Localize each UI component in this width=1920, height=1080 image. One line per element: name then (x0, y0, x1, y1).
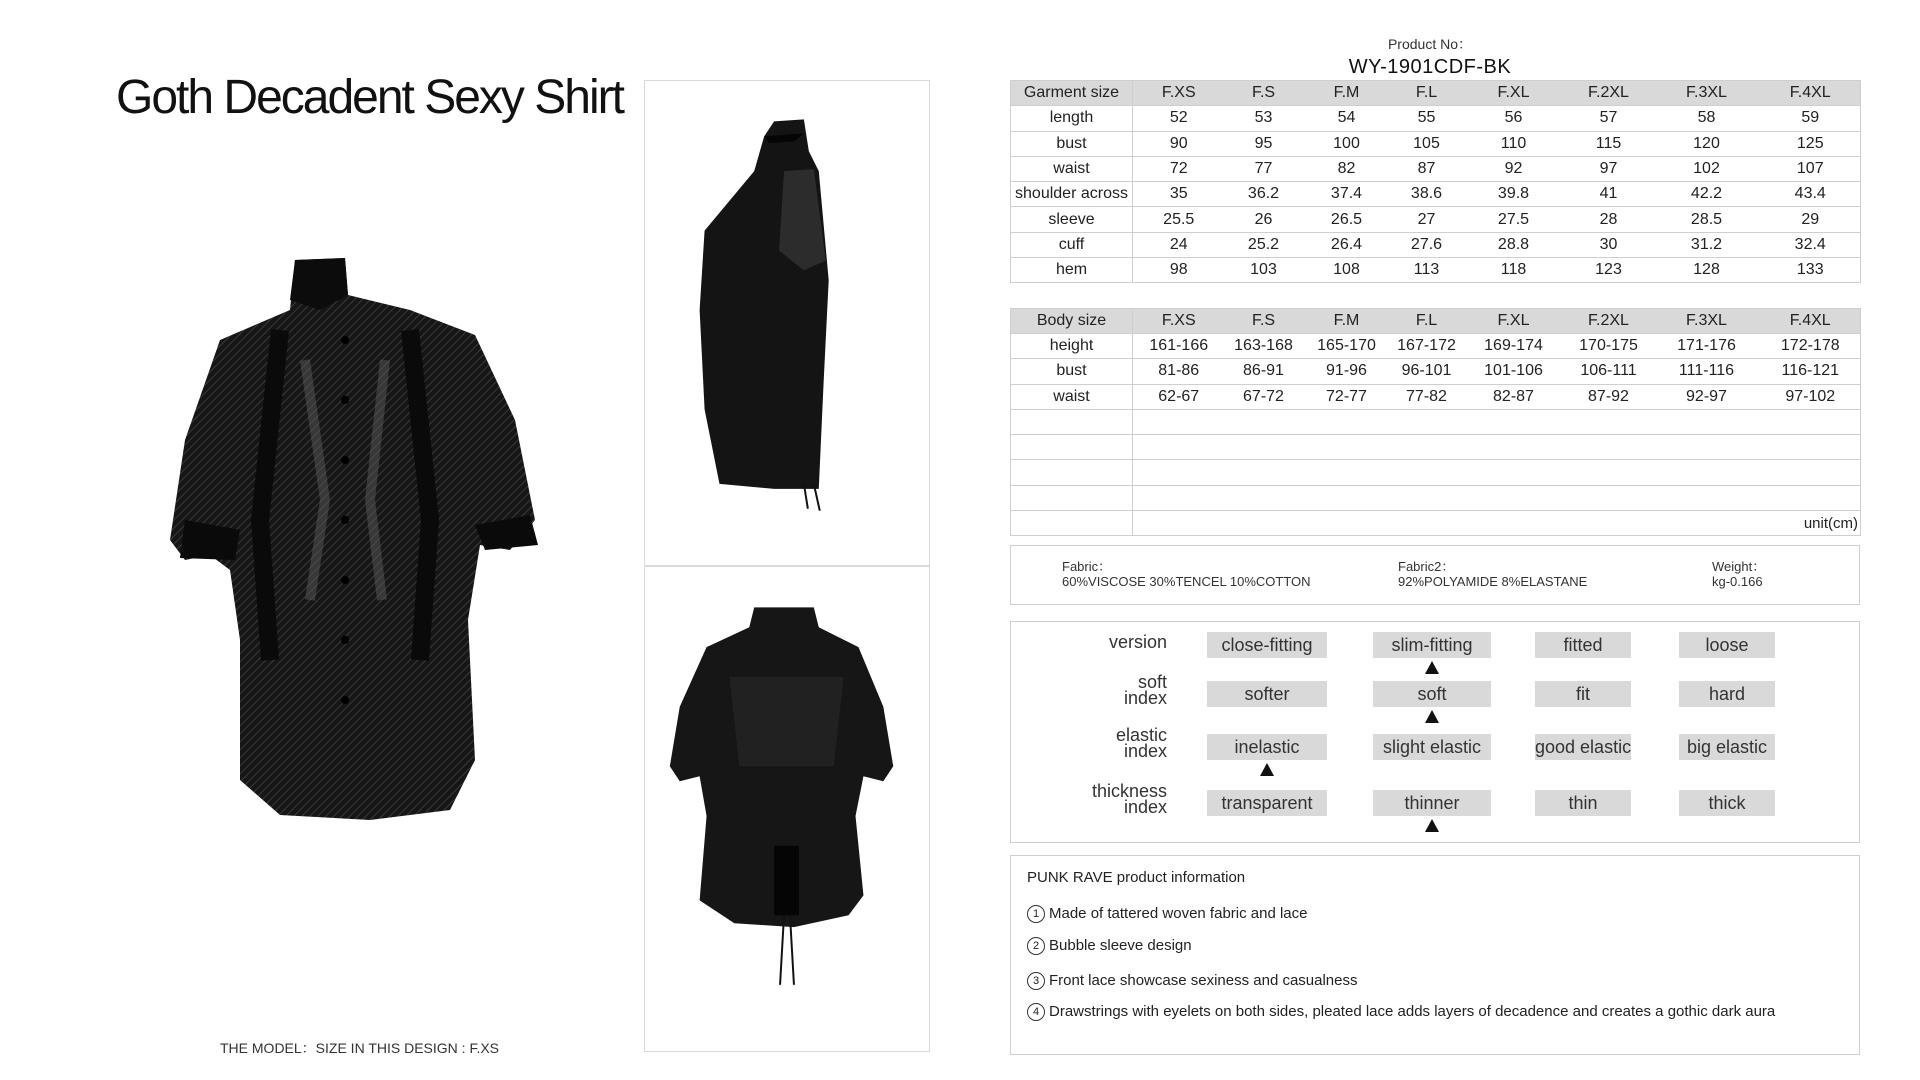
empty-cell (1133, 485, 1861, 510)
body-size-header (1011, 308, 1861, 333)
size-cell: 125 (1761, 131, 1861, 156)
garment-row (1011, 182, 1861, 207)
size-cell: 28 (1565, 207, 1653, 232)
selected-marker-icon (1425, 710, 1439, 723)
row-label-cell: height (1011, 333, 1133, 358)
size-cell: 53 (1225, 106, 1303, 131)
info-title: PUNK RAVE product information (1027, 869, 1246, 886)
rating-option: hard (1679, 681, 1775, 707)
back-product-photo (644, 566, 930, 1052)
size-cell: 113 (1391, 258, 1463, 283)
rating-label-line: index (1123, 741, 1167, 761)
size-cell: 128 (1653, 258, 1761, 283)
size-cell: 163-168 (1225, 333, 1303, 358)
product-number: WY-1901CDF-BK (1348, 56, 1512, 78)
size-cell: F.XL (1463, 81, 1565, 106)
row-label-cell: bust (1011, 131, 1133, 156)
rating-label (1092, 783, 1167, 815)
product-info-box (1010, 855, 1860, 1055)
size-cell: 98 (1133, 258, 1225, 283)
size-cell: 96-101 (1391, 359, 1463, 384)
rating-option: close-fitting (1207, 632, 1327, 658)
size-cell: 26.5 (1303, 207, 1391, 232)
size-cell: 103 (1225, 258, 1303, 283)
size-cell: 115 (1565, 131, 1653, 156)
size-cell: 92 (1463, 156, 1565, 181)
fabric-2 (1398, 559, 1587, 589)
rating-row (1011, 724, 1861, 764)
size-cell: F.XL (1463, 308, 1565, 333)
garment-row (1011, 106, 1861, 131)
empty-cell (1011, 460, 1133, 485)
unit-row (1011, 511, 1861, 536)
row-label-cell: waist (1011, 384, 1133, 409)
empty-row (1011, 485, 1861, 510)
size-cell: 82-87 (1463, 384, 1565, 409)
size-cell: 27 (1391, 207, 1463, 232)
product-number-label: Product No： (1387, 36, 1473, 52)
circled-number-icon: 4 (1027, 1003, 1045, 1021)
size-cell: 111-116 (1653, 359, 1761, 384)
size-cell: 81-86 (1133, 359, 1225, 384)
size-cell: 24 (1133, 232, 1225, 257)
size-cell: 165-170 (1303, 333, 1391, 358)
body-row (1011, 333, 1861, 358)
size-cell: 27.6 (1391, 232, 1463, 257)
rating-label-line: index (1123, 688, 1167, 708)
empty-row (1011, 460, 1861, 485)
size-cell: 72 (1133, 156, 1225, 181)
size-cell: 106-111 (1565, 359, 1653, 384)
fit-rating-box (1010, 621, 1860, 843)
size-cell: 57 (1565, 106, 1653, 131)
size-cell: 26.4 (1303, 232, 1391, 257)
size-cell: 54 (1303, 106, 1391, 131)
size-cell: F.S (1225, 81, 1303, 106)
rating-row (1011, 671, 1861, 711)
size-cell: 87 (1391, 156, 1463, 181)
empty-cell (1133, 460, 1861, 485)
weight (1712, 559, 1765, 589)
rating-label-line: index (1123, 797, 1167, 817)
garment-row (1011, 131, 1861, 156)
rating-option: soft (1373, 681, 1491, 707)
model-size-note: THE MODEL：SIZE IN THIS DESIGN : F.XS (220, 1040, 500, 1056)
size-cell: 91-96 (1303, 359, 1391, 384)
size-cell: 77-82 (1391, 384, 1463, 409)
size-cell: 72-77 (1303, 384, 1391, 409)
rating-label-line: thickness (1091, 781, 1167, 801)
rating-option: thick (1679, 790, 1775, 816)
size-cell: F.XS (1133, 81, 1225, 106)
size-cell: 107 (1761, 156, 1861, 181)
size-cell: 28.8 (1463, 232, 1565, 257)
fabric-1-label: Fabric： (1062, 559, 1112, 574)
empty-row (1011, 409, 1861, 434)
size-cell: 37.4 (1303, 182, 1391, 207)
body-row (1011, 384, 1861, 409)
row-label-cell: waist (1011, 156, 1133, 181)
garment-row (1011, 207, 1861, 232)
size-cell: 100 (1303, 131, 1391, 156)
circled-number-icon: 1 (1027, 905, 1045, 923)
garment-size-header (1011, 81, 1861, 106)
size-cell: 32.4 (1761, 232, 1861, 257)
size-cell: 25.2 (1225, 232, 1303, 257)
product-number-block (1010, 34, 1850, 79)
rating-option: fitted (1535, 632, 1631, 658)
size-cell: 123 (1565, 258, 1653, 283)
size-cell: 31.2 (1653, 232, 1761, 257)
size-cell: 97 (1565, 156, 1653, 181)
size-cell: 36.2 (1225, 182, 1303, 207)
size-cell: 42.2 (1653, 182, 1761, 207)
empty-cell (1011, 485, 1133, 510)
garment-row (1011, 156, 1861, 181)
info-item-text: Made of tattered woven fabric and lace (1049, 905, 1308, 922)
size-cell: F.M (1303, 81, 1391, 106)
info-item-text: Drawstrings with eyelets on both sides, pleated lace adds layers of decadence and creates a gothic dark aura (1049, 1003, 1776, 1020)
rating-row (1011, 780, 1861, 820)
row-label-cell: Body size (1011, 308, 1133, 333)
empty-cell (1133, 409, 1861, 434)
size-cell: F.3XL (1653, 81, 1761, 106)
size-cell: F.2XL (1565, 308, 1653, 333)
rating-option: transparent (1207, 790, 1327, 816)
size-cell: 39.8 (1463, 182, 1565, 207)
size-cell: 67-72 (1225, 384, 1303, 409)
fabric-1 (1062, 559, 1311, 589)
side-product-photo (644, 80, 930, 566)
size-cell: F.3XL (1653, 308, 1761, 333)
info-item-text: Bubble sleeve design (1049, 937, 1192, 954)
size-cell: 41 (1565, 182, 1653, 207)
size-cell: 101-106 (1463, 359, 1565, 384)
size-cell: F.2XL (1565, 81, 1653, 106)
size-cell: 35 (1133, 182, 1225, 207)
empty-cell (1011, 409, 1133, 434)
front-product-photo (90, 240, 650, 920)
size-cell: 43.4 (1761, 182, 1861, 207)
rating-row (1011, 622, 1861, 662)
rating-option: softer (1207, 681, 1327, 707)
empty-cell (1133, 435, 1861, 460)
size-cell: 86-91 (1225, 359, 1303, 384)
fabric-1-value: 60%VISCOSE 30%TENCEL 10%COTTON (1062, 574, 1311, 589)
size-cell: 171-176 (1653, 333, 1761, 358)
size-cell: 120 (1653, 131, 1761, 156)
size-cell: 97-102 (1761, 384, 1861, 409)
size-cell: F.M (1303, 308, 1391, 333)
weight-value: kg-0.166 (1712, 574, 1763, 589)
size-cell: 77 (1225, 156, 1303, 181)
selected-marker-icon (1425, 819, 1439, 832)
size-cell: 56 (1463, 106, 1565, 131)
rating-label (1124, 674, 1167, 706)
rating-option: fit (1535, 681, 1631, 707)
size-cell: 87-92 (1565, 384, 1653, 409)
size-cell: 82 (1303, 156, 1391, 181)
rating-option: big elastic (1679, 734, 1775, 760)
rating-label-line: version (1108, 632, 1167, 652)
spacer-cell (1011, 283, 1861, 308)
size-chart-table (1010, 80, 1861, 536)
circled-number-icon: 3 (1027, 972, 1045, 990)
size-cell: 105 (1391, 131, 1463, 156)
rating-label-line: elastic (1115, 725, 1167, 745)
size-cell: 25.5 (1133, 207, 1225, 232)
size-cell: 161-166 (1133, 333, 1225, 358)
info-item (1027, 905, 1308, 923)
info-item (1027, 1003, 1775, 1021)
size-cell: 38.6 (1391, 182, 1463, 207)
rating-option: slight elastic (1373, 734, 1491, 760)
size-cell: F.L (1391, 81, 1463, 106)
size-cell: 26 (1225, 207, 1303, 232)
size-cell: F.L (1391, 308, 1463, 333)
garment-row (1011, 232, 1861, 257)
row-label-cell: hem (1011, 258, 1133, 283)
size-cell: F.XS (1133, 308, 1225, 333)
garment-row (1011, 258, 1861, 283)
rating-option: thin (1535, 790, 1631, 816)
rating-option: inelastic (1207, 734, 1327, 760)
size-cell: 52 (1133, 106, 1225, 131)
row-label-cell: cuff (1011, 232, 1133, 257)
info-item (1027, 972, 1358, 990)
size-cell: 58 (1653, 106, 1761, 131)
size-cell: 108 (1303, 258, 1391, 283)
weight-label: Weight： (1712, 559, 1766, 574)
circled-number-icon: 2 (1027, 937, 1045, 955)
size-cell: 95 (1225, 131, 1303, 156)
selected-marker-icon (1260, 763, 1274, 776)
size-cell: 169-174 (1463, 333, 1565, 358)
size-cell: 118 (1463, 258, 1565, 283)
empty-cell (1011, 511, 1133, 536)
size-cell: 172-178 (1761, 333, 1861, 358)
empty-cell (1011, 435, 1133, 460)
size-cell: 116-121 (1761, 359, 1861, 384)
empty-row (1011, 435, 1861, 460)
size-cell: F.4XL (1761, 308, 1861, 333)
size-cell: 62-67 (1133, 384, 1225, 409)
fabric-info-box (1010, 545, 1860, 605)
size-cell: 102 (1653, 156, 1761, 181)
size-cell: F.4XL (1761, 81, 1861, 106)
product-title: Goth Decadent Sexy Shirt (116, 71, 623, 124)
size-cell: 167-172 (1391, 333, 1463, 358)
row-label-cell: sleeve (1011, 207, 1133, 232)
size-cell: 27.5 (1463, 207, 1565, 232)
size-cell: 30 (1565, 232, 1653, 257)
row-label-cell: bust (1011, 359, 1133, 384)
size-cell: 29 (1761, 207, 1861, 232)
unit-label: unit(cm) (1133, 511, 1861, 536)
size-cell: 133 (1761, 258, 1861, 283)
size-cell: 92-97 (1653, 384, 1761, 409)
size-cell: 90 (1133, 131, 1225, 156)
rating-option: loose (1679, 632, 1775, 658)
size-cell: 110 (1463, 131, 1565, 156)
size-cell: 170-175 (1565, 333, 1653, 358)
fabric-2-value: 92%POLYAMIDE 8%ELASTANE (1398, 574, 1588, 589)
rating-label-line: soft (1137, 672, 1167, 692)
size-cell: 55 (1391, 106, 1463, 131)
fabric-2-label: Fabric2： (1398, 559, 1455, 574)
size-cell: F.S (1225, 308, 1303, 333)
rating-option: thinner (1373, 790, 1491, 816)
rating-label (1109, 634, 1167, 650)
rating-label (1116, 727, 1167, 759)
row-label-cell: shoulder across (1011, 182, 1133, 207)
size-cell: 59 (1761, 106, 1861, 131)
info-item (1027, 937, 1192, 955)
size-cell: 28.5 (1653, 207, 1761, 232)
info-item-text: Front lace showcase sexiness and casualness (1049, 972, 1358, 989)
rating-option: good elastic (1535, 734, 1631, 760)
table-separator (1011, 283, 1861, 308)
rating-option: slim-fitting (1373, 632, 1491, 658)
body-row (1011, 359, 1861, 384)
row-label-cell: length (1011, 106, 1133, 131)
row-label-cell: Garment size (1011, 81, 1133, 106)
